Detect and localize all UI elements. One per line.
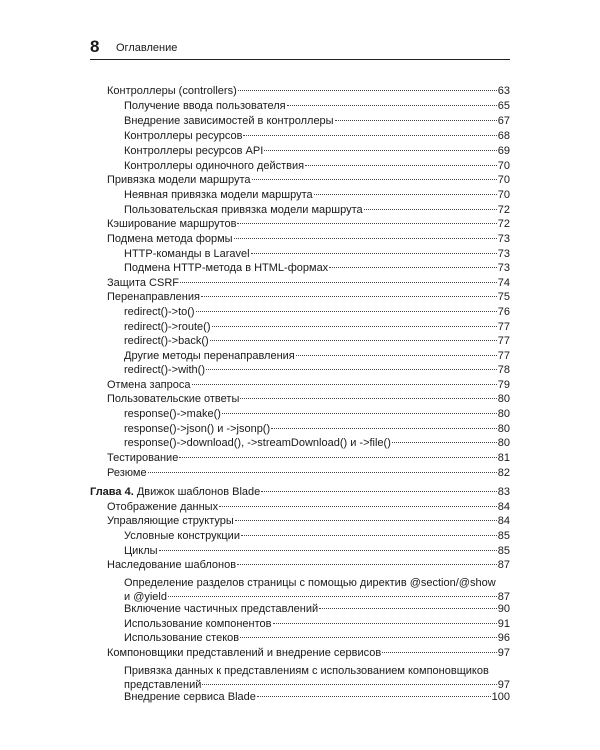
dot-leader — [196, 311, 497, 312]
toc-entry-text: Наследование шаблонов — [107, 559, 237, 571]
toc-entry — [124, 305, 510, 319]
toc-entry-title — [124, 631, 239, 645]
dot-leader — [148, 472, 497, 473]
dot-leader — [364, 209, 497, 210]
toc-entry-text: и @yield — [124, 591, 167, 603]
toc-entry-title — [107, 451, 178, 465]
toc-entry-page: 85 — [497, 530, 510, 542]
toc-entry-title — [124, 334, 209, 348]
toc-entry — [124, 407, 510, 421]
dot-leader — [261, 491, 497, 492]
toc-entry-title-line1: Определение разделов страницы с помощью директив @section/@show — [124, 577, 496, 589]
dot-leader — [168, 596, 497, 597]
toc-entry-text: Пользовательская привязка модели маршрута — [124, 204, 363, 216]
dot-leader — [180, 282, 497, 283]
toc-entry — [124, 203, 510, 217]
toc-entry-page: 65 — [497, 100, 510, 112]
toc-entry-text: Использование компонентов — [124, 618, 272, 630]
toc-entry-title — [107, 232, 233, 246]
toc-entry-page: 78 — [497, 364, 510, 376]
toc-entry — [107, 217, 510, 231]
toc-entry — [124, 334, 510, 348]
dot-leader — [179, 457, 496, 458]
toc-entry-page: 70 — [497, 174, 510, 186]
toc-entry-text: response()->make() — [124, 408, 221, 420]
dot-leader — [305, 165, 497, 166]
toc-entry — [124, 247, 510, 261]
toc-entry-page: 81 — [497, 452, 510, 464]
dot-leader — [241, 535, 497, 536]
toc-entry — [124, 436, 510, 450]
toc-entry-text: Подмена метода формы — [107, 233, 233, 245]
toc-entry-page: 77 — [497, 335, 510, 347]
dot-leader — [234, 238, 497, 239]
toc-entry-page: 97 — [497, 679, 510, 691]
toc-entry-text: response()->json() и ->jsonp() — [124, 423, 271, 435]
dot-leader — [237, 223, 496, 224]
dot-leader — [237, 564, 497, 565]
toc-entry-page: 75 — [497, 291, 510, 303]
dot-leader — [314, 194, 497, 195]
toc-entry — [124, 576, 510, 604]
toc-entry-text: redirect()->with() — [124, 364, 205, 376]
dot-leader — [210, 340, 497, 341]
toc-entry-page: 80 — [497, 408, 510, 420]
toc-entry-title — [107, 514, 234, 528]
toc-entry — [107, 558, 510, 572]
toc-entry-page: 72 — [497, 218, 510, 230]
toc-entry-page: 79 — [497, 379, 510, 391]
toc-entry-title — [124, 114, 334, 128]
toc-entry-text: Отмена запроса — [107, 379, 191, 391]
running-title: Оглавление — [116, 42, 178, 54]
toc-entry — [124, 129, 510, 143]
toc-entry-title — [124, 320, 211, 334]
toc-entry-text: Неявная привязка модели маршрута — [124, 189, 313, 201]
toc-entry-text: Кэширование маршрутов — [107, 218, 237, 230]
dot-leader — [222, 413, 497, 414]
page-header — [90, 37, 510, 59]
toc-entry-page: 90 — [497, 603, 510, 615]
toc-entry-title — [124, 544, 158, 558]
toc-entry — [124, 529, 510, 543]
toc-entry — [107, 290, 510, 304]
toc-entry — [124, 188, 510, 202]
toc-entry-title — [124, 407, 221, 421]
toc-entry-page: 67 — [497, 115, 510, 127]
dot-leader — [219, 506, 497, 507]
toc-entry — [107, 466, 510, 480]
toc-entry-text: Контроллеры (controllers) — [107, 85, 237, 97]
toc-entry-text: Движок шаблонов Blade — [136, 486, 261, 498]
toc-entry-page: 68 — [497, 130, 510, 142]
dot-leader — [240, 398, 496, 399]
toc-entry-page: 97 — [497, 647, 510, 659]
toc-entry-text: Резюме — [107, 467, 147, 479]
toc-entry-title — [124, 144, 263, 158]
dot-leader — [243, 135, 496, 136]
toc-entry-page: 82 — [497, 467, 510, 479]
toc-entry-title-line1: Привязка данных к представлениям с использованием компоновщиков — [124, 665, 489, 677]
toc-entry-text: redirect()->route() — [124, 321, 211, 333]
toc-entry-page: 73 — [497, 233, 510, 245]
header-rule — [90, 59, 510, 60]
toc-entry — [107, 500, 510, 514]
toc-entry-text: Условные конструкции — [124, 530, 240, 542]
toc-entry-title — [124, 188, 313, 202]
dot-leader — [319, 608, 497, 609]
toc-entry — [124, 114, 510, 128]
toc-entry — [124, 690, 510, 704]
toc-entry-title — [124, 436, 391, 450]
dot-leader — [392, 442, 497, 443]
toc-entry — [124, 602, 510, 616]
toc-entry-title — [124, 529, 240, 543]
toc-entry — [124, 99, 510, 113]
toc-entry-text: Подмена HTTP-метода в HTML-формах — [124, 262, 329, 274]
toc-entry — [124, 159, 510, 173]
toc-entry-text: Включение частичных представлений — [124, 603, 319, 615]
toc-entry — [124, 363, 510, 377]
toc-entry-text: redirect()->back() — [124, 335, 209, 347]
toc-entry — [124, 349, 510, 363]
toc-entry-text: Контроллеры ресурсов — [124, 130, 243, 142]
dot-leader — [382, 652, 497, 653]
toc-entry-page: 73 — [497, 248, 510, 260]
toc-entry-page: 83 — [497, 486, 510, 498]
toc-entry-text: Компоновщики представлений и внедрение сервисов — [107, 647, 382, 659]
toc-entry — [124, 422, 510, 436]
toc-entry — [124, 631, 510, 645]
toc-entry-page: 77 — [497, 350, 510, 362]
toc-entry — [124, 261, 510, 275]
toc-entry — [107, 84, 510, 98]
toc-entry-page: 70 — [497, 189, 510, 201]
toc-entry-text: Контроллеры одиночного действия — [124, 160, 305, 172]
toc-entry — [107, 232, 510, 246]
toc-entry-text: Привязка модели маршрута — [107, 174, 251, 186]
toc-entry-title — [124, 99, 286, 113]
toc-entry-page: 80 — [497, 437, 510, 449]
toc-entry-title — [107, 290, 200, 304]
toc-entry-text: Получение ввода пользователя — [124, 100, 286, 112]
toc-entry-text: Контроллеры ресурсов API — [124, 145, 264, 157]
toc-entry — [124, 320, 510, 334]
toc-entry — [124, 664, 510, 692]
dot-leader — [212, 326, 497, 327]
dot-leader — [159, 550, 497, 551]
toc-entry-page: 84 — [497, 515, 510, 527]
toc-entry-page: 100 — [491, 691, 510, 703]
dot-leader — [202, 684, 496, 685]
toc-entry — [124, 144, 510, 158]
toc-entry-text: Другие методы перенаправления — [124, 350, 295, 362]
toc-entry-page: 74 — [497, 277, 510, 289]
toc-entry-title — [124, 203, 363, 217]
toc-entry-text: Внедрение зависимостей в контроллеры — [124, 115, 334, 127]
toc-entry-text: Использование стеков — [124, 632, 240, 644]
toc-entry-title — [107, 392, 239, 406]
toc-entry-title — [107, 378, 191, 392]
toc-entry-page: 87 — [497, 591, 510, 603]
toc-entry-title — [107, 558, 236, 572]
toc-entry-title — [107, 276, 179, 290]
dot-leader — [329, 267, 497, 268]
dot-leader — [206, 369, 497, 370]
toc-entry-title — [107, 217, 236, 231]
toc-entry — [107, 173, 510, 187]
dot-leader — [335, 120, 497, 121]
dot-leader — [287, 105, 497, 106]
toc-entry-title — [107, 646, 381, 660]
toc-entry-page: 85 — [497, 545, 510, 557]
toc-entry-page: 80 — [497, 423, 510, 435]
toc-entry — [124, 617, 510, 631]
toc-entry-title — [107, 466, 147, 480]
toc-entry-page: 72 — [497, 204, 510, 216]
toc-entry-text: HTTP-команды в Laravel — [124, 248, 250, 260]
dot-leader — [238, 90, 497, 91]
dot-leader — [251, 253, 497, 254]
toc-entry — [107, 378, 510, 392]
toc-entry-title — [124, 159, 304, 173]
toc-entry-page: 91 — [497, 618, 510, 630]
toc-entry-text: response()->download(), ->streamDownload() и ->file() — [124, 437, 391, 449]
toc-entry-text: redirect()->to() — [124, 306, 195, 318]
toc-entry-text: Защита CSRF — [107, 277, 179, 289]
toc-entry-title — [107, 84, 237, 98]
toc-entry-text: Циклы — [124, 545, 158, 557]
dot-leader — [240, 637, 497, 638]
toc-entry-text: Пользовательские ответы — [107, 393, 240, 405]
dot-leader — [273, 623, 497, 624]
dot-leader — [235, 520, 497, 521]
toc-chapter-entry — [90, 485, 510, 499]
toc-entry-title — [107, 500, 218, 514]
toc-entry-page: 77 — [497, 321, 510, 333]
toc-entry — [124, 544, 510, 558]
toc-entry-title — [124, 690, 256, 704]
chapter-label: Глава 4. — [90, 486, 134, 498]
toc-entry-title — [124, 617, 272, 631]
dot-leader — [257, 696, 491, 697]
toc-entry-page: 76 — [497, 306, 510, 318]
toc-entry-title — [90, 485, 260, 499]
toc-entry — [107, 276, 510, 290]
toc-entry-title — [124, 305, 195, 319]
toc-entry-title — [124, 247, 250, 261]
toc-entry-text: Тестирование — [107, 452, 179, 464]
toc-entry — [107, 514, 510, 528]
toc-entry-title — [124, 602, 318, 616]
toc-entry-page: 73 — [497, 262, 510, 274]
dot-leader — [192, 384, 497, 385]
toc-entry-title — [124, 261, 328, 275]
toc-entry-title — [124, 363, 205, 377]
page-number: 8 — [90, 37, 100, 56]
toc-entry — [107, 451, 510, 465]
toc-entry-text: Перенаправления — [107, 291, 200, 303]
toc-entry-page: 84 — [497, 501, 510, 513]
toc-entry-text: Управляющие структуры — [107, 515, 234, 527]
toc-entry-page: 69 — [497, 145, 510, 157]
toc-entry-title — [124, 349, 295, 363]
toc-entry-title — [124, 129, 242, 143]
dot-leader — [264, 150, 496, 151]
toc-entry-title — [107, 173, 251, 187]
toc-entry-text: представлений — [124, 679, 202, 691]
dot-leader — [201, 296, 497, 297]
dot-leader — [271, 428, 497, 429]
toc-entry-page: 96 — [497, 632, 510, 644]
toc-entry — [107, 646, 510, 660]
toc-entry — [107, 392, 510, 406]
toc-entry-page: 63 — [497, 85, 510, 97]
toc-entry-text: Внедрение сервиса Blade — [124, 691, 256, 703]
toc-entry-text: Отображение данных — [107, 501, 219, 513]
toc-entry-page: 80 — [497, 393, 510, 405]
dot-leader — [252, 179, 497, 180]
dot-leader — [296, 355, 497, 356]
toc-entry-title — [124, 422, 270, 436]
toc-entry-page: 87 — [497, 559, 510, 571]
toc-entry-page: 70 — [497, 160, 510, 172]
